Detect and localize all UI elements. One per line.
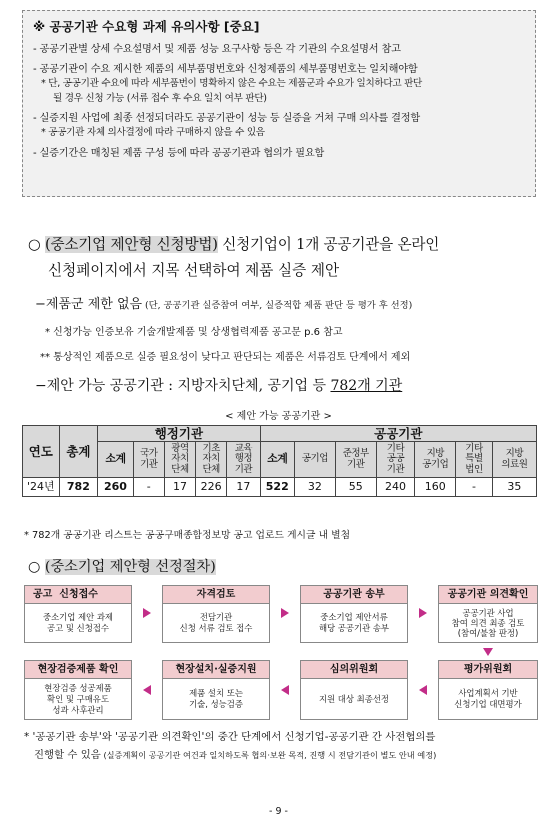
header-total: 총계: [59, 426, 98, 478]
item-eligible-agencies: [35, 375, 402, 395]
flow-step-text: 현장검증 성공제품: [44, 682, 112, 693]
cell-public: 160: [415, 478, 456, 497]
flow-step-title: 공공기관 송부: [301, 586, 407, 604]
flow-step-text: 신청기업 대면평가: [454, 699, 522, 709]
notice-subnote: 될 경우 신청 가능 (서류 접수 후 수요 일치 여부 판단): [53, 92, 267, 104]
agency-table: [22, 425, 537, 497]
flow-arrow-left: [281, 685, 289, 695]
flow-step-text: 해당 공공기관 송부: [318, 623, 390, 633]
cell-year: '24년: [23, 478, 60, 497]
cell-public: -: [456, 478, 493, 497]
notice-line: - 실증지원 사업에 최종 선정되더라도 공공기관이 성능 등 실증을 거쳐 구매 의사를 결정함: [33, 113, 421, 124]
cell-public: 32: [294, 478, 335, 497]
flow-arrow-right: [143, 608, 151, 618]
flow-step-title: 현장검증제품 확인: [25, 661, 131, 679]
flow-step-text: 확인 및 구매유도: [47, 693, 109, 704]
bullet: ○: [28, 559, 41, 575]
header-admin-col: 국가 기관: [133, 442, 164, 478]
flow-step-title: 자격검토: [163, 586, 269, 604]
header-public-col: 지방 의료원: [492, 442, 536, 478]
note-certified-products: * 신청가능 인증보유 기술개발제품 및 상생협력제품 공고문 p.6 참고: [45, 327, 343, 338]
flow-step-text: 기술, 성능검증: [189, 699, 243, 709]
flow-step-text: 공고 및 신청접수: [47, 623, 109, 633]
flow-step-send-agency: [300, 585, 408, 643]
item-main-text: −제품군 제한 없음: [35, 297, 143, 312]
flow-step-text: 전담기관: [199, 612, 233, 622]
section-text: 신청기업이 1개 공공기관을 온라인: [217, 236, 440, 253]
cell-admin: 260: [98, 478, 133, 497]
section-text-line2: 신청페이지에서 지목 선택하여 제품 실증 제안: [48, 262, 340, 279]
header-year: 연도: [23, 426, 60, 478]
flow-step-agency-opinion: [438, 585, 538, 643]
item-main-text: −제안 가능 공공기관 : 지방자치단체, 공기업 등: [35, 378, 331, 394]
footnote-line: * '공공기관 송부'와 '공공기관 의견확인'의 중간 단계에서 신청기업-공공기관 간 사전협의를: [24, 731, 436, 743]
flow-step-title: 심의위원회: [301, 661, 407, 679]
flow-arrow-down: [483, 648, 493, 656]
note-agency-list: * 782개 공공기관 리스트는 공공구매종합정보망 공고 업로드 게시글 내 별첨: [24, 530, 351, 541]
flow-step-field-verification: [24, 660, 132, 720]
flow-step-evaluation-committee: [438, 660, 538, 720]
flow-step-text: 사업계획서 기반: [458, 688, 518, 698]
flow-step-text: 중소기업 제안서류: [320, 612, 388, 622]
flow-step-title: 공공기관 의견확인: [439, 586, 537, 604]
flow-step-review-committee: [300, 660, 408, 720]
flow-step-text: 성과 사후관리: [52, 704, 104, 715]
cell-admin: 17: [227, 478, 260, 497]
cell-public: 522: [260, 478, 294, 497]
section-title: (중소기업 제안형 선정절차): [44, 559, 216, 575]
cell-total: 782: [59, 478, 98, 497]
table-caption: < 제안 가능 공공기관 >: [225, 411, 332, 422]
section-selection-procedure: [28, 556, 216, 576]
item-product-group: [35, 293, 412, 312]
header-public-group: 공공기관: [260, 426, 536, 442]
notice-line: - 실증기간은 매칭된 제품 구성 등에 따라 공공기관과 협의가 필요함: [33, 147, 325, 159]
section-title: (중소기업 제안형 신청방법): [45, 236, 218, 253]
flow-step-title: 현장설치·실증지원: [163, 661, 269, 679]
cell-public: 35: [492, 478, 536, 497]
flow-step-text: (참여/불참 판정): [457, 628, 519, 638]
page-number: - 9 -: [269, 806, 288, 817]
flow-step-text: 참여 의견 최종 검토: [451, 618, 525, 628]
header-public-col: 준정부 기관: [335, 442, 376, 478]
flow-step-title: 공고 신청접수: [25, 586, 131, 604]
header-admin-col: 기초 자치 단체: [196, 442, 227, 478]
header-admin-group: 행정기관: [98, 426, 260, 442]
flow-arrow-left: [143, 685, 151, 695]
flow-arrow-left: [419, 685, 427, 695]
flow-arrow-right: [281, 608, 289, 618]
agency-count: 782개 기관: [330, 378, 403, 394]
flow-step-installation: [162, 660, 270, 720]
bullet: ○: [28, 236, 41, 253]
flow-step-eligibility: [162, 585, 270, 643]
header-public-col: 소계: [260, 442, 294, 478]
flow-step-title: 평가위원회: [439, 661, 537, 679]
cell-public: 55: [335, 478, 376, 497]
footnote-prior-consultation: [24, 728, 436, 764]
header-public-col: 기타 공공 기관: [376, 442, 415, 478]
flow-step-text: 중소기업 제안 과제: [42, 612, 114, 622]
notice-subnote: * 공공기관 자체 의사결정에 따라 구매하지 않을 수 있음: [41, 127, 265, 138]
header-admin-col: 교육 행정 기관: [227, 442, 260, 478]
header-public-col: 공기업: [294, 442, 335, 478]
notice-subnote: * 단, 공공기관 수요에 따라 세부품번이 명확하지 않은 수요는 제품군과 수요가 일치하다고 판단: [41, 78, 423, 89]
header-admin-col: 소계: [98, 442, 133, 478]
footnote-small: (실증계획이 공공기관 여건과 일치하도록 협의·보완 목적, 진행 시 전담기관이 별도 안내 예정): [100, 750, 437, 760]
cell-public: 240: [376, 478, 415, 497]
footnote-line: 진행할 수 있음: [34, 749, 101, 761]
flow-arrow-right: [419, 608, 427, 618]
cell-admin: 226: [196, 478, 227, 497]
section-application-method: [28, 232, 439, 258]
flow-step-announcement: [24, 585, 132, 643]
flow-step-text: 신청 서류 검토 접수: [179, 623, 253, 633]
notice-line: - 공공기관별 상세 수요설명서 및 제품 성능 요구사항 등은 각 기관의 수요설명서 참고: [33, 44, 401, 55]
flow-step-text: 공공기관 사업: [462, 608, 514, 618]
header-admin-col: 광역 자치 단체: [164, 442, 195, 478]
notice-box: [22, 10, 536, 197]
flow-step-text: 제품 설치 또는: [189, 688, 243, 698]
notice-line: - 공공기관이 수요 제시한 제품의 세부품명번호와 신청제품의 세부품명번호는 일치해야함: [33, 64, 418, 75]
header-public-col: 지방 공기업: [415, 442, 456, 478]
header-public-col: 기타 특별 법인: [456, 442, 493, 478]
cell-admin: -: [133, 478, 164, 497]
cell-admin: 17: [164, 478, 195, 497]
item-small-text: (단, 공공기관 실증참여 여부, 실증적합 제품 판단 등 평가 후 선정): [142, 300, 413, 311]
flow-step-text: 지원 대상 최종선정: [318, 693, 390, 704]
notice-title: ※ 공공기관 수요형 과제 유의사항 [중요]: [33, 19, 260, 34]
note-excluded-products: ** 통상적인 제품으로 실증 필요성이 낮다고 판단되는 제품은 서류검토 단계에서 제외: [40, 352, 411, 363]
